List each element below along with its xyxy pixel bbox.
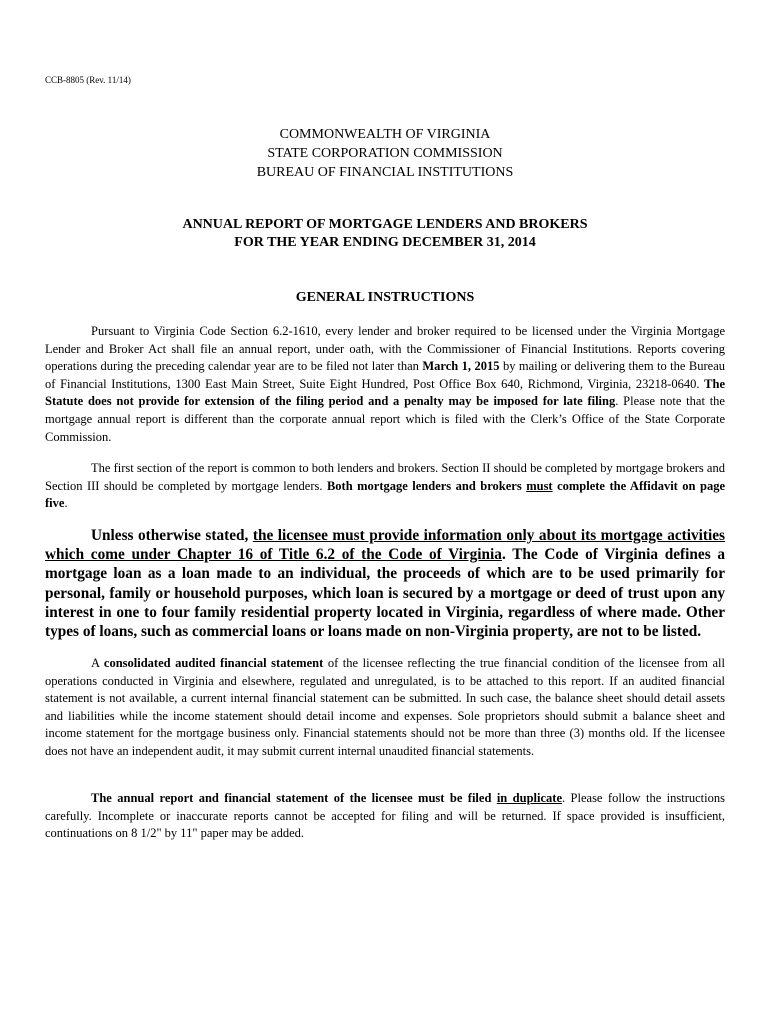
- p5-in-duplicate: in duplicate: [496, 791, 562, 805]
- p1-deadline: March 1, 2015: [422, 359, 500, 374]
- p4-text-1: A: [91, 656, 104, 670]
- paragraph-report-sections: [45, 460, 725, 513]
- p2-bold-2: complete the Affidavit on page five: [45, 478, 725, 511]
- p4-text-2: of the licensee reflecting the true financial condition of the licensee from all operations conducted in Virginia and elsewhere, regulated and unregulated, is to be attached to this report. If an audited financial statement is not available, a current internal financial statement can be submitted. In such case, the balance sheet should detail assets and liabilities while the income statement should detail income and expenses. Sole proprietors should submit a balance sheet and income statement for the mortgage business only. Financial statements should not be more than three (3) months old. If the licensee does not have an independent audit, it may submit current internal unaudited financial statements.: [45, 656, 725, 758]
- p1-text-2: by mailing or delivering them to the Bureau of Financial Institutions, 1300 East Main Street, Suite Eight Hundred, Post Office Box 640, Richmond, Virginia, 23218-0640.: [45, 359, 725, 391]
- p4-bold: consolidated audited financial statement: [103, 656, 324, 670]
- header-line-2: STATE CORPORATION COMMISSION: [267, 146, 503, 161]
- title-line-1: ANNUAL REPORT OF MORTGAGE LENDERS AND BROKERS: [182, 217, 588, 232]
- report-title: [0, 216, 770, 252]
- agency-header: [0, 125, 770, 182]
- p1-penalty-notice: The Statute does not provide for extension of the filing period and a penalty may be imposed for late filing: [45, 376, 725, 409]
- paragraph-filing-requirements: [45, 323, 725, 446]
- header-line-3: BUREAU OF FINANCIAL INSTITUTIONS: [256, 165, 514, 180]
- p5-bold: The annual report and financial statement of the licensee must be filed: [91, 791, 497, 805]
- p2-text-2: .: [64, 496, 68, 511]
- p2-bold-1: Both mortgage lenders and brokers: [326, 478, 527, 493]
- p5-text: . Please follow the instructions carefully. Incomplete or inaccurate reports cannot be accepted for filing and will be returned. If space provided is insufficient, continuations on 8 1/2" by 11" paper may be added.: [45, 791, 725, 841]
- form-id: CCB-8805 (Rev. 11/14): [45, 75, 131, 85]
- p1-text-1: Pursuant to Virginia Code Section 6.2-1610, every lender and broker required to be licensed under the Virginia Mortgage Lender and Broker Act shall file an annual report, under oath, with the Commissioner of Financial Institutions. Reports covering operations during the preceding calendar year are to be filed not later than: [45, 324, 725, 374]
- p3-text-2: . The Code of Virginia defines a mortgage loan as a loan made to an individual, the proceeds of which are to be used primarily for personal, family or household purposes, which loan is secured by a mortgage or deed of trust upon any interest in one to four family residential property located in Virginia, regardless of where made. Other types of loans, such as commercial loans or loans made on non-Virginia property, are not to be listed.: [45, 546, 725, 641]
- paragraph-filing-duplicate: [45, 790, 725, 843]
- p3-text-1: Unless otherwise stated,: [91, 527, 253, 544]
- paragraph-mortgage-loan-definition: [45, 526, 725, 641]
- p3-underlined: the licensee must provide information only about its mortgage activities which come under Chapter 16 of Title 6.2 of the Code of Virginia: [45, 527, 725, 564]
- title-line-2: FOR THE YEAR ENDING DECEMBER 31, 2014: [234, 235, 536, 250]
- p2-text-1: The first section of the report is common to both lenders and brokers. Section II should be completed by mortgage brokers and Section III should be completed by mortgage lenders.: [45, 461, 725, 493]
- header-line-1: COMMONWEALTH OF VIRGINIA: [279, 127, 491, 142]
- paragraph-financial-statement: [45, 655, 725, 761]
- p2-must: must: [526, 478, 553, 493]
- p1-text-3: . Please note that the mortgage annual report is different than the corporate annual report which is filed with the Clerk’s Office of the State Corporate Commission.: [45, 394, 725, 444]
- section-heading: GENERAL INSTRUCTIONS: [295, 290, 475, 305]
